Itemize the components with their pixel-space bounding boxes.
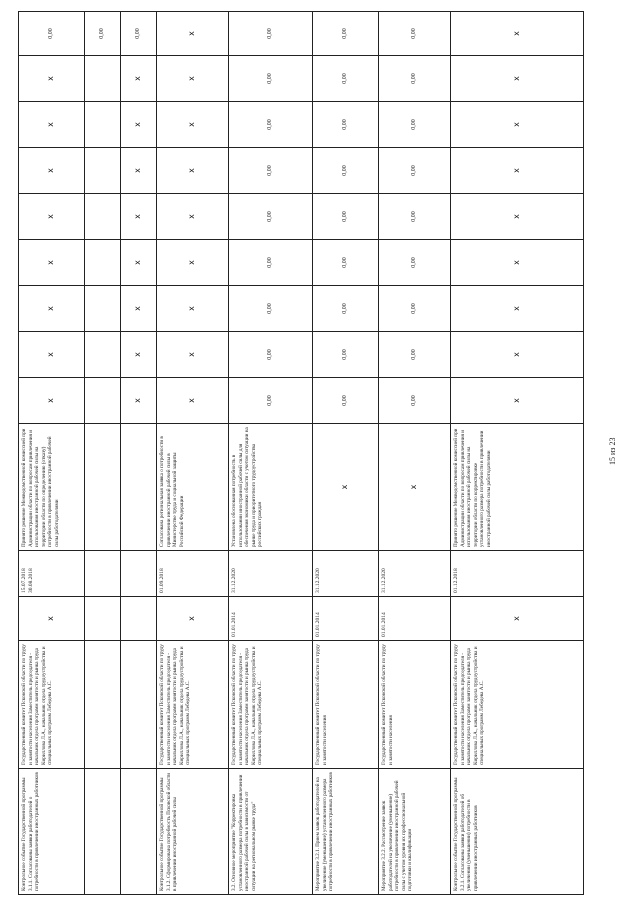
table-row bbox=[19, 12, 85, 895]
start-date-cell: 01.01.2014 bbox=[229, 597, 313, 641]
funding-value-cell: 0,00 bbox=[313, 56, 379, 102]
funding-value-cell: 0,00 bbox=[229, 378, 313, 424]
table-row bbox=[121, 12, 157, 895]
funding-value-cell: 0,00 bbox=[313, 378, 379, 424]
activity-name-cell: 3.2. Основное мероприятие "Корректировка установленного размера потребности в привлечении иностранной рабочей силы в зависимости от ситуации на региональном рынке труда" bbox=[229, 769, 313, 895]
executor-cell: Государственный комитет Псковской области по труду и занятости населения bbox=[313, 641, 379, 769]
funding-value-cell: x bbox=[157, 12, 229, 56]
funding-value-cell: x bbox=[19, 148, 85, 194]
funding-value-cell: 0,00 bbox=[121, 12, 157, 56]
funding-value-cell: 0,00 bbox=[19, 12, 85, 56]
funding-value-cell: x bbox=[19, 194, 85, 240]
expected-result-cell: x bbox=[379, 424, 451, 551]
funding-value-cell bbox=[85, 148, 121, 194]
funding-value-cell: 0,00 bbox=[229, 12, 313, 56]
funding-value-cell: x bbox=[451, 148, 584, 194]
executor-cell: Государственный комитет Псковской области по труду и занятости населения Заместитель председателя - начальник отдела программ занятости и рынка труда Кириллова Л.А., начальник отдела трудоустройства и специальных программ Лебедева А.С. bbox=[19, 641, 85, 769]
funding-value-cell: x bbox=[451, 240, 584, 286]
expected-result-cell: x bbox=[313, 424, 379, 551]
funding-value-cell: x bbox=[121, 148, 157, 194]
funding-value-cell: 0,00 bbox=[313, 240, 379, 286]
start-date-cell bbox=[85, 597, 121, 641]
funding-value-cell: x bbox=[19, 240, 85, 286]
expected-result-cell: Согласована региональная заявка о потребности в привлечении иностранной рабочей силы в Министерстве труда и социальной защиты Российской Федерации bbox=[157, 424, 229, 551]
executor-cell: Государственный комитет Псковской области по труду и занятости населения Заместитель председателя - начальник отдела программ занятости и рынка труда Кириллова Л.А., начальник отдела трудоустройства и специальных программ Лебедева А.С. bbox=[157, 641, 229, 769]
funding-value-cell: x bbox=[451, 102, 584, 148]
end-date-cell: 31.12.2020 bbox=[379, 551, 451, 597]
executor-cell: Государственный комитет Псковской области по труду и занятости населения Заместитель председателя - начальник отдела программ занятости и рынка труда Кириллова Л.А., начальник отдела трудоустройства и специальных программ Лебедева А.С. bbox=[451, 641, 584, 769]
funding-value-cell: x bbox=[121, 102, 157, 148]
activity-name-cell bbox=[85, 769, 121, 895]
funding-value-cell: x bbox=[121, 286, 157, 332]
funding-value-cell bbox=[85, 194, 121, 240]
funding-value-cell: 0,00 bbox=[85, 12, 121, 56]
funding-value-cell bbox=[85, 240, 121, 286]
funding-value-cell: x bbox=[121, 56, 157, 102]
end-date-cell bbox=[121, 551, 157, 597]
start-date-cell: 01.01.2014 bbox=[379, 597, 451, 641]
funding-value-cell: x bbox=[121, 378, 157, 424]
funding-value-cell bbox=[85, 332, 121, 378]
executor-cell: Государственный комитет Псковской области по труду и занятости населения bbox=[379, 641, 451, 769]
end-date-cell: 01.09.2018 bbox=[157, 551, 229, 597]
table-row bbox=[85, 12, 121, 895]
funding-value-cell: 0,00 bbox=[229, 194, 313, 240]
start-date-cell: x bbox=[19, 597, 85, 641]
activity-name-cell bbox=[121, 769, 157, 895]
funding-value-cell: x bbox=[121, 332, 157, 378]
funding-value-cell: 0,00 bbox=[379, 378, 451, 424]
expected-result-cell bbox=[85, 424, 121, 551]
funding-value-cell: 0,00 bbox=[379, 332, 451, 378]
funding-value-cell: x bbox=[157, 332, 229, 378]
funding-value-cell: 0,00 bbox=[313, 12, 379, 56]
funding-value-cell: x bbox=[157, 286, 229, 332]
funding-value-cell: 0,00 bbox=[229, 286, 313, 332]
activity-name-cell: Контрольное событие Государственной программы 3.1.1. Согласованы заявки работодателей о потребности в привлечении иностранных работников bbox=[19, 769, 85, 895]
table-row bbox=[379, 12, 451, 895]
funding-value-cell: x bbox=[451, 332, 584, 378]
funding-value-cell: 0,00 bbox=[379, 194, 451, 240]
funding-value-cell: 0,00 bbox=[313, 332, 379, 378]
funding-value-cell: x bbox=[451, 286, 584, 332]
expected-result-cell: Установлена обоснованная потребность в использовании иностранной рабочей силы для обеспечения экономики области с учетом ситуации на рынке труда и приоритетного трудоустройства российских граждан bbox=[229, 424, 313, 551]
funding-value-cell: x bbox=[19, 56, 85, 102]
funding-value-cell: x bbox=[451, 194, 584, 240]
start-date-cell: x bbox=[451, 597, 584, 641]
executor-cell: Государственный комитет Псковской области по труду и занятости населения Заместитель председателя - начальник отдела программ занятости и рынка труда Кириллова Л.А., начальник отдела трудоустройства и специальных программ Лебедева А.С. bbox=[229, 641, 313, 769]
funding-value-cell: 0,00 bbox=[229, 240, 313, 286]
table-row bbox=[313, 12, 379, 895]
funding-value-cell: x bbox=[157, 240, 229, 286]
funding-value-cell: x bbox=[157, 56, 229, 102]
activity-name-cell: Мероприятие 3.2.2. Рассмотрение заявок работодателей на увеличение (уменьшение) потребности в привлечении иностранной рабочей силы с учетом уровня их профессиональной подготовки и квалификации bbox=[379, 769, 451, 895]
activity-name-cell: Контрольное событие Государственной программы 3.1.2. Сформирована потребность Псковской области в привлечении иностранной рабочей силы bbox=[157, 769, 229, 895]
end-date-cell: 01.12.2018 bbox=[451, 551, 584, 597]
start-date-cell: x bbox=[157, 597, 229, 641]
funding-value-cell: 0,00 bbox=[379, 286, 451, 332]
expected-result-cell: Принято решение Межведомственной комиссией при Администрации области по вопросам привлечения и использования иностранной рабочей силы на территории области по корректировке установленного размера потребности в привлечении иностранной рабочей силы работодателями bbox=[451, 424, 584, 551]
end-date-cell: 31.12.2020 bbox=[313, 551, 379, 597]
expected-result-cell: Принято решение Межведомственной комиссией при Администрации области по вопросам привлечения и использования иностранной рабочей силы на территории области по определению (отказу) потребности в привлечении иностранной рабочей силы работодателями bbox=[19, 424, 85, 551]
executor-cell bbox=[121, 641, 157, 769]
funding-value-cell: 0,00 bbox=[379, 148, 451, 194]
funding-value-cell: x bbox=[157, 102, 229, 148]
funding-value-cell: 0,00 bbox=[313, 194, 379, 240]
start-date-cell: 01.01.2014 bbox=[313, 597, 379, 641]
end-date-cell bbox=[85, 551, 121, 597]
funding-value-cell: 0,00 bbox=[313, 286, 379, 332]
funding-value-cell: x bbox=[19, 102, 85, 148]
table-row bbox=[451, 12, 584, 895]
program-table bbox=[18, 12, 583, 895]
funding-value-cell bbox=[85, 102, 121, 148]
funding-value-cell: 0,00 bbox=[313, 102, 379, 148]
funding-value-cell: 0,00 bbox=[379, 12, 451, 56]
funding-value-cell: x bbox=[157, 378, 229, 424]
funding-value-cell: x bbox=[121, 194, 157, 240]
activity-name-cell: Мероприятие 3.2.1. Прием заявок работодателей на увеличение (уменьшение) установленного размера потребности в привлечении иностранных работников bbox=[313, 769, 379, 895]
funding-value-cell: x bbox=[451, 12, 584, 56]
funding-value-cell: x bbox=[19, 332, 85, 378]
funding-value-cell bbox=[85, 378, 121, 424]
funding-value-cell: x bbox=[157, 148, 229, 194]
funding-value-cell: 0,00 bbox=[229, 102, 313, 148]
funding-value-cell: x bbox=[19, 378, 85, 424]
funding-value-cell: 0,00 bbox=[379, 56, 451, 102]
table-row bbox=[157, 12, 229, 895]
activity-name-cell: Контрольное событие Государственной программы 3.2.1. Согласованы заявки работодателей об увеличении (уменьшении) потребности в привлечении иностранных работников bbox=[451, 769, 584, 895]
funding-value-cell: 0,00 bbox=[379, 102, 451, 148]
start-date-cell bbox=[121, 597, 157, 641]
funding-value-cell: 0,00 bbox=[229, 148, 313, 194]
funding-value-cell bbox=[85, 56, 121, 102]
funding-value-cell: x bbox=[451, 56, 584, 102]
funding-value-cell: x bbox=[121, 240, 157, 286]
funding-value-cell: x bbox=[451, 378, 584, 424]
expected-result-cell bbox=[121, 424, 157, 551]
funding-value-cell: x bbox=[157, 194, 229, 240]
funding-value-cell: 0,00 bbox=[313, 148, 379, 194]
funding-value-cell: 0,00 bbox=[379, 240, 451, 286]
funding-value-cell bbox=[85, 286, 121, 332]
page-number: 15 из 23 bbox=[608, 437, 617, 465]
executor-cell bbox=[85, 641, 121, 769]
table-row bbox=[229, 12, 313, 895]
funding-value-cell: x bbox=[19, 286, 85, 332]
funding-value-cell: 0,00 bbox=[229, 332, 313, 378]
funding-value-cell: 0,00 bbox=[229, 56, 313, 102]
end-date-cell: 31.12.2020 bbox=[229, 551, 313, 597]
end-date-cell: 15.07.2018 30.08.2018 bbox=[19, 551, 85, 597]
